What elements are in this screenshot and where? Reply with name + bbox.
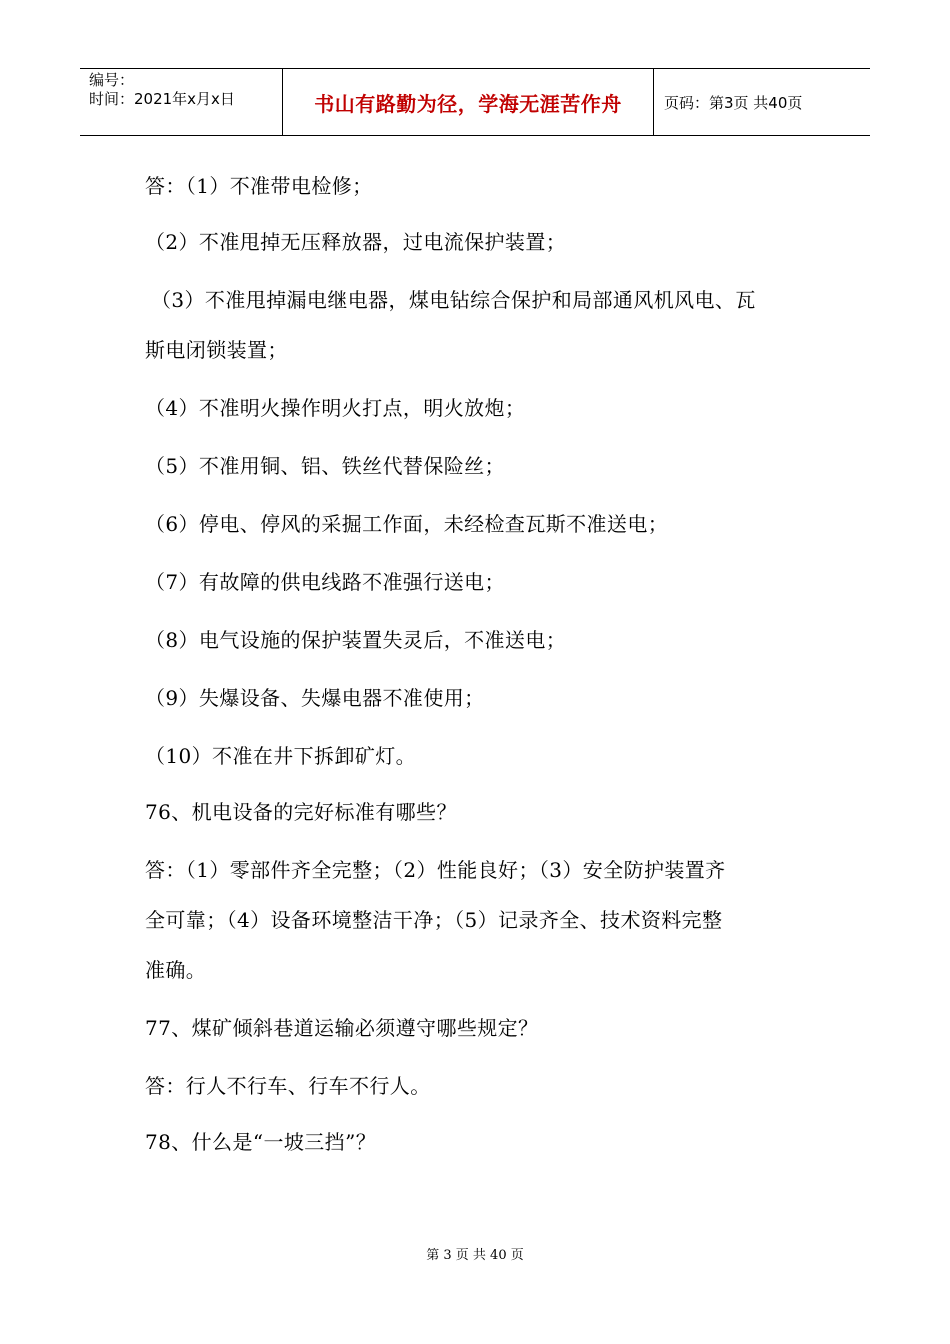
text-line: （2）不准甩掉无压释放器，过电流保护装置； — [145, 230, 567, 254]
question-heading: 76、机电设备的完好标准有哪些？ — [145, 800, 457, 824]
text-line: 准确。 — [145, 958, 207, 982]
text-line: （5）不准用铜、铝、铁丝代替保险丝； — [145, 454, 505, 478]
page-header — [80, 68, 870, 136]
question-heading: 78、什么是“一坡三挡”？ — [145, 1130, 377, 1154]
text-line: （9）失爆设备、失爆电器不准使用； — [145, 686, 485, 710]
text-line: （6）停电、停风的采掘工作面，未经检查瓦斯不准送电； — [145, 512, 669, 536]
text-line: 全可靠；（4）设备环境整洁干净；（5）记录齐全、技术资料完整 — [145, 908, 723, 932]
text-line: （4）不准明火操作明火打点，明火放炮； — [145, 396, 526, 420]
text-line: （7）有故障的供电线路不准强行送电； — [145, 570, 505, 594]
text-line: 答：（1）不准带电检修； — [145, 174, 373, 198]
text-line: 答：（1）零部件齐全完整；（2）性能良好；（3）安全防护装置齐 — [145, 858, 726, 882]
header-motto: 书山有路勤为径，学海无涯苦作舟 — [314, 91, 622, 116]
header-page-info: 页码：第3页 共40页 — [664, 93, 803, 112]
date-label: 时间：2021年x月x日 — [89, 90, 235, 108]
question-heading: 77、煤矿倾斜巷道运输必须遵守哪些规定？ — [145, 1016, 539, 1040]
header-divider — [653, 69, 654, 135]
header-meta — [89, 71, 235, 109]
text-line: 答：行人不行车、行车不行人。 — [145, 1074, 431, 1098]
serial-number-label: 编号： — [89, 71, 135, 89]
text-line: （8）电气设施的保护装置失灵后，不准送电； — [145, 628, 567, 652]
text-line: （3）不准甩掉漏电继电器，煤电钻综合保护和局部通风机风电、瓦 — [151, 288, 756, 312]
text-line: 斯电闭锁装置； — [145, 338, 288, 362]
page-footer: 第 3 页 共 40 页 — [426, 1248, 524, 1263]
text-line: （10）不准在井下拆卸矿灯。 — [145, 744, 417, 768]
